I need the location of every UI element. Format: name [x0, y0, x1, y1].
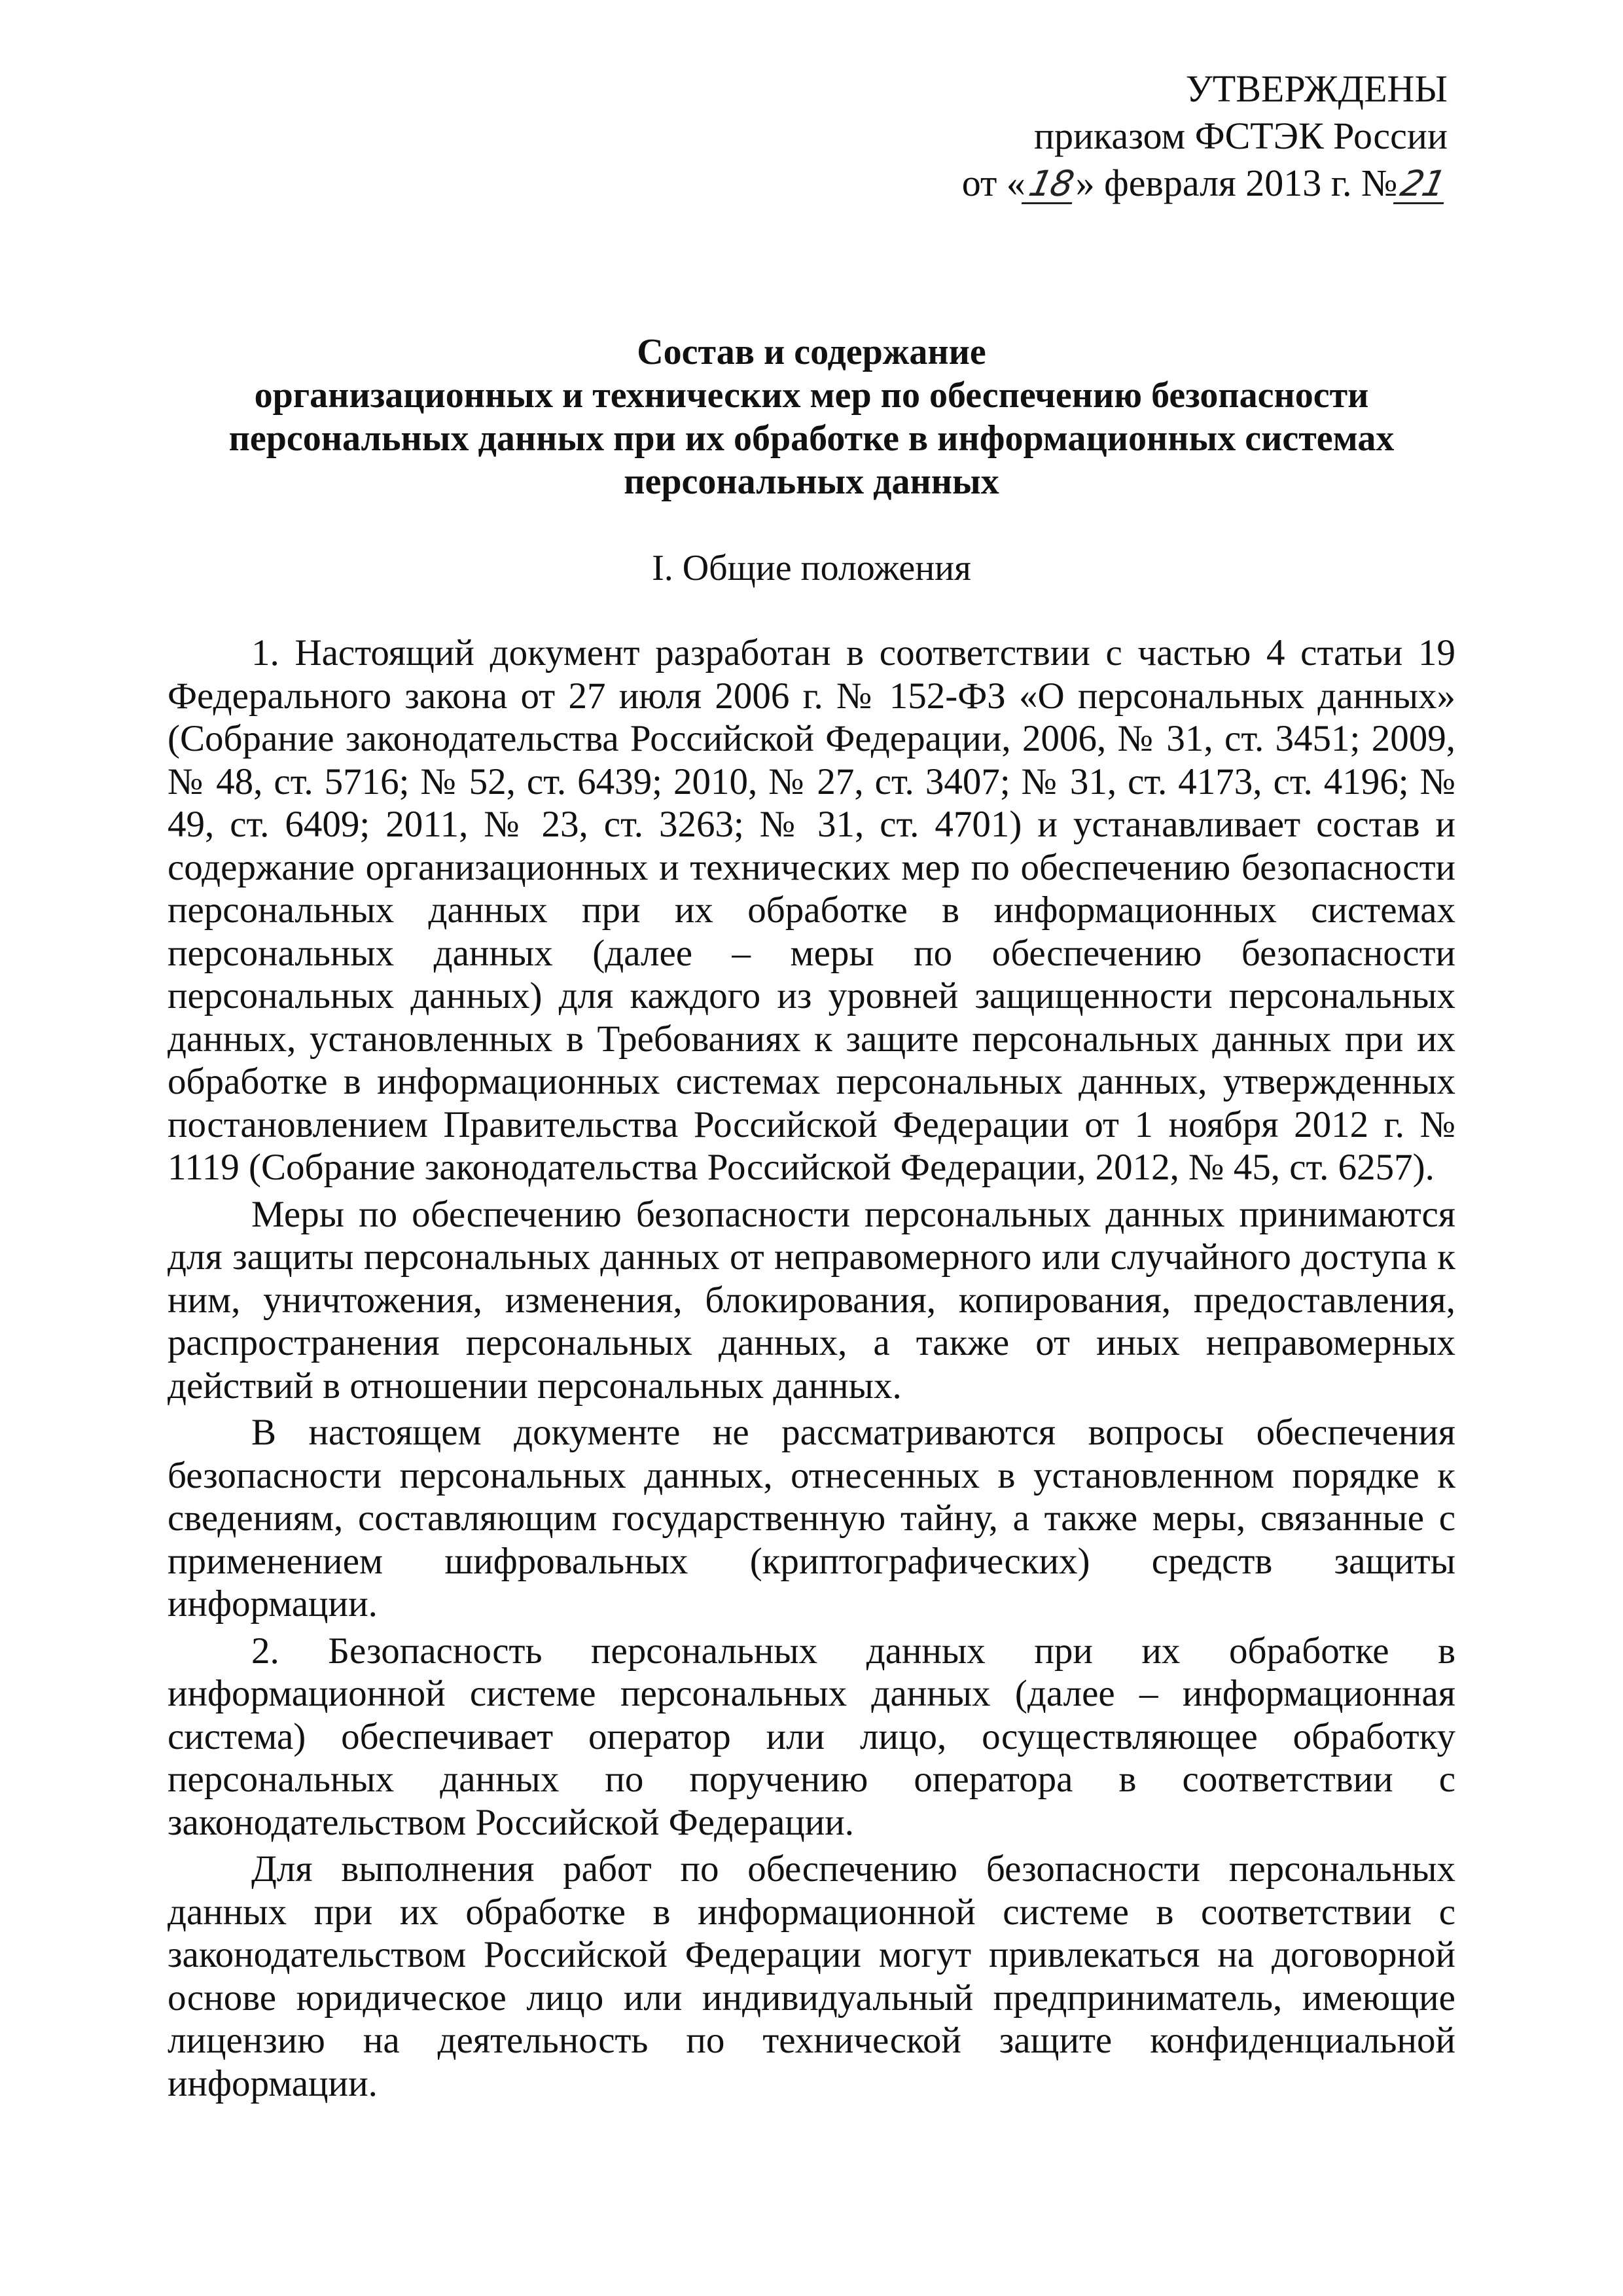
paragraph-5: Для выполнения работ по обеспечению безопасности персональных данных при их обработке в информационной системе в соответствии с законодательством Российской Федерации могут привлекаться на договорной основе юридическое лицо или индивидуальный предприниматель, имеющие лицензию на деятельность по технической защите конфиденциальной информации. [168, 1848, 1455, 2104]
approval-date-prefix: от « [961, 162, 1026, 204]
paragraph-4: 2. Безопасность персональных данных при их обработке в информационной системе персональных данных (далее – информационная система) обеспечивает оператор или лицо, осуществляющее обработку персональных данных по поручению оператора в соответствии с законодательством Российской Федерации. [168, 1630, 1455, 1843]
title-line-1: Состав и содержание [637, 332, 986, 372]
paragraph-3: В настоящем документе не рассматриваются вопросы обеспечения безопасности персональных данных, отнесенных в установленном порядке к сведениям, составляющим государственную тайну, а также меры, связанные с применением шифровальных (криптографических) средств защиты информации. [168, 1412, 1455, 1624]
title-line-3: персональных данных при их обработке в информационных системах [228, 418, 1395, 459]
approval-date-line [962, 160, 1448, 207]
handwritten-day: 18 [1022, 166, 1080, 204]
paragraph-2: Меры по обеспечению безопасности персональных данных принимаются для защиты персональных данных от неправомерного или случайного доступа к ним, уничтожения, изменения, блокирования, копирования, предоставления, распространения персональных данных, а также от иных неправомерных действий в отношении персональных данных. [168, 1193, 1455, 1407]
approval-date-mid: » февраля 2013 г. № [1075, 162, 1398, 204]
document-body [168, 632, 1455, 2109]
document-title [167, 331, 1456, 503]
approval-order: приказом ФСТЭК России [1033, 115, 1448, 157]
title-line-4: персональных данных [624, 461, 999, 502]
paragraph-1: 1. Настоящий документ разработан в соответствии с частью 4 статьи 19 Федерального закона от 27 июля 2006 г. № 152-ФЗ «О персональных данных» (Собрание законодательства Российской Федерации, 2006, № 31, ст. 3451; 2009, № 48, ст. 5716; № 52, ст. 6439; 2010, № 27, ст. 3407; № 31, ст. 4173, ст. 4196; № 49, ст. 6409; 2011, № 23, ст. 3263; № 31, ст. 4701) и устанавливает состав и содержание организационных и технических мер по обеспечению безопасности персональных данных при их обработке в информационных системах персональных данных (далее – меры по обеспечению безопасности персональных данных) для каждого из уровней защищенности персональных данных, установленных в Требованиях к защите персональных данных при их обработке в информационных системах персональных данных, утвержденных постановлением Правительства Российской Федерации от 1 ноября 2012 г. № 1119 (Собрание законодательства Российской Федерации, 2012, № 45, ст. 6257). [168, 632, 1455, 1188]
section-heading: I. Общие положения [652, 548, 971, 588]
approval-block [962, 65, 1448, 207]
title-line-2: организационных и технических мер по обеспечению безопасности [254, 375, 1369, 416]
handwritten-number: 21 [1393, 166, 1452, 204]
approval-status: УТВЕРЖДЕНЫ [1185, 67, 1448, 110]
